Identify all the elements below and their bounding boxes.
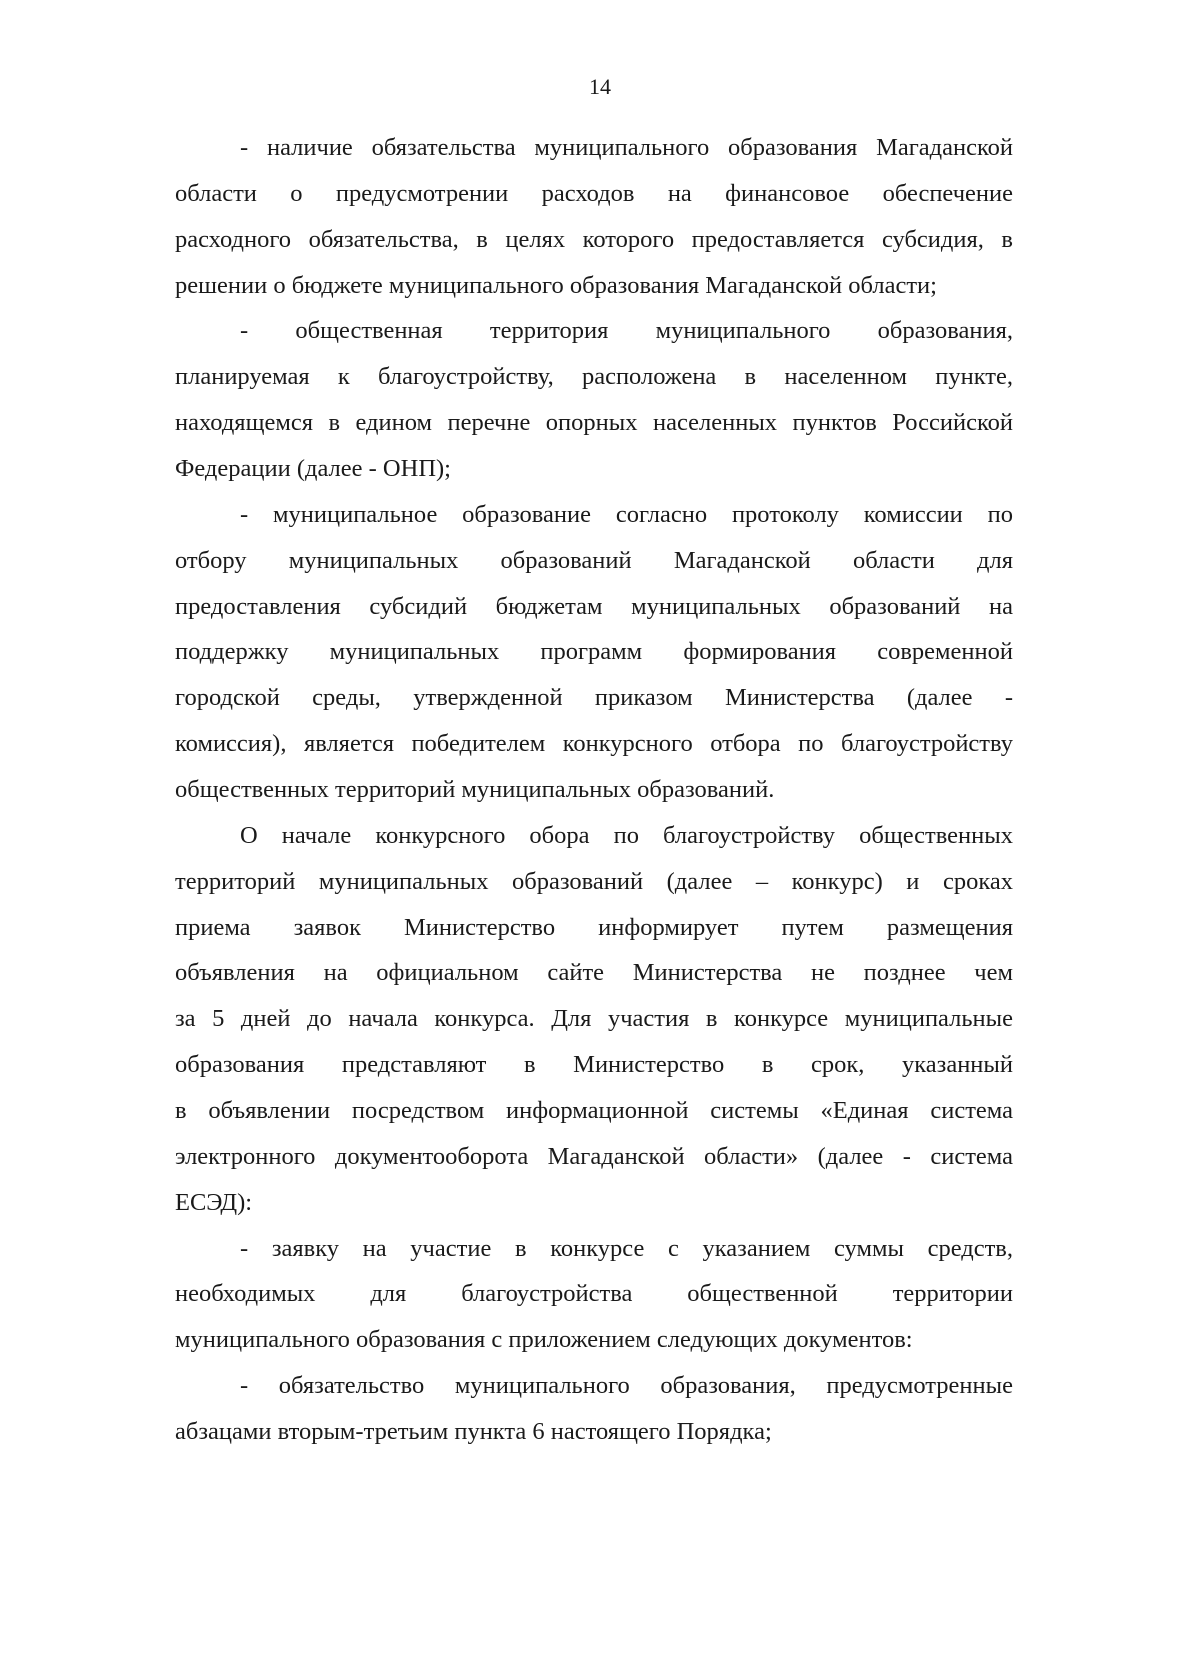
- paragraph: [175, 492, 1013, 813]
- text-line: отбору муниципальных образований Магаданской области для: [175, 546, 1013, 574]
- text-line: комиссия), является победителем конкурсного отбора по благоустройству: [175, 730, 1013, 758]
- paragraph: [175, 1363, 1013, 1455]
- text-line: образования представляют в Министерство в срок, указанный: [175, 1051, 1013, 1079]
- text-line: - заявку на участие в конкурсе с указанием суммы средств,: [240, 1234, 1013, 1262]
- text-line: за 5 дней до начала конкурса. Для участия в конкурсе муниципальные: [175, 1005, 1013, 1033]
- page-number: 14: [589, 74, 611, 99]
- text-line: области о предусмотрении расходов на финансовое обеспечение: [175, 179, 1013, 207]
- text-line: приема заявок Министерство информирует путем размещения: [175, 913, 1013, 941]
- text-line: ЕСЭД):: [175, 1188, 253, 1216]
- text-line: расходного обязательства, в целях которого предоставляется субсидия, в: [175, 225, 1013, 253]
- text-line: предоставления субсидий бюджетам муниципальных образований на: [175, 592, 1013, 620]
- text-line: электронного документооборота Магаданской области» (далее - система: [175, 1142, 1013, 1170]
- text-line: общественных территорий муниципальных образований.: [175, 776, 775, 804]
- document-body: [175, 125, 1013, 1455]
- paragraph: [175, 813, 1013, 1226]
- text-line: муниципального образования с приложением следующих документов:: [175, 1326, 913, 1354]
- text-line: О начале конкурсного обора по благоустройству общественных: [240, 821, 1013, 849]
- paragraph: [175, 125, 1013, 308]
- text-line: городской среды, утвержденной приказом Министерства (далее -: [175, 684, 1013, 712]
- text-line: - наличие обязательства муниципального образования Магаданской: [240, 134, 1013, 161]
- text-line: территорий муниципальных образований (далее – конкурс) и сроках: [175, 867, 1013, 895]
- text-line: объявления на официальном сайте Министерства не позднее чем: [175, 959, 1013, 987]
- text-line: планируемая к благоустройству, расположена в населенном пункте,: [175, 363, 1013, 391]
- text-line: решении о бюджете муниципального образования Магаданской области;: [175, 271, 937, 299]
- paragraph: [175, 308, 1013, 491]
- text-line: - муниципальное образование согласно протоколу комиссии по: [240, 500, 1013, 528]
- text-line: - общественная территория муниципального образования,: [240, 317, 1013, 345]
- text-line: находящемся в едином перечне опорных населенных пунктов Российской: [175, 409, 1013, 437]
- text-line: поддержку муниципальных программ формирования современной: [175, 638, 1013, 666]
- paragraph: [175, 1226, 1013, 1364]
- text-line: - обязательство муниципального образования, предусмотренные: [240, 1372, 1013, 1400]
- text-line: Федерации (далее - ОНП);: [175, 455, 451, 483]
- text-line: абзацами вторым-третьим пункта 6 настоящего Порядка;: [175, 1418, 772, 1446]
- text-line: необходимых для благоустройства общественной территории: [175, 1280, 1013, 1308]
- text-line: в объявлении посредством информационной системы «Единая система: [175, 1097, 1013, 1125]
